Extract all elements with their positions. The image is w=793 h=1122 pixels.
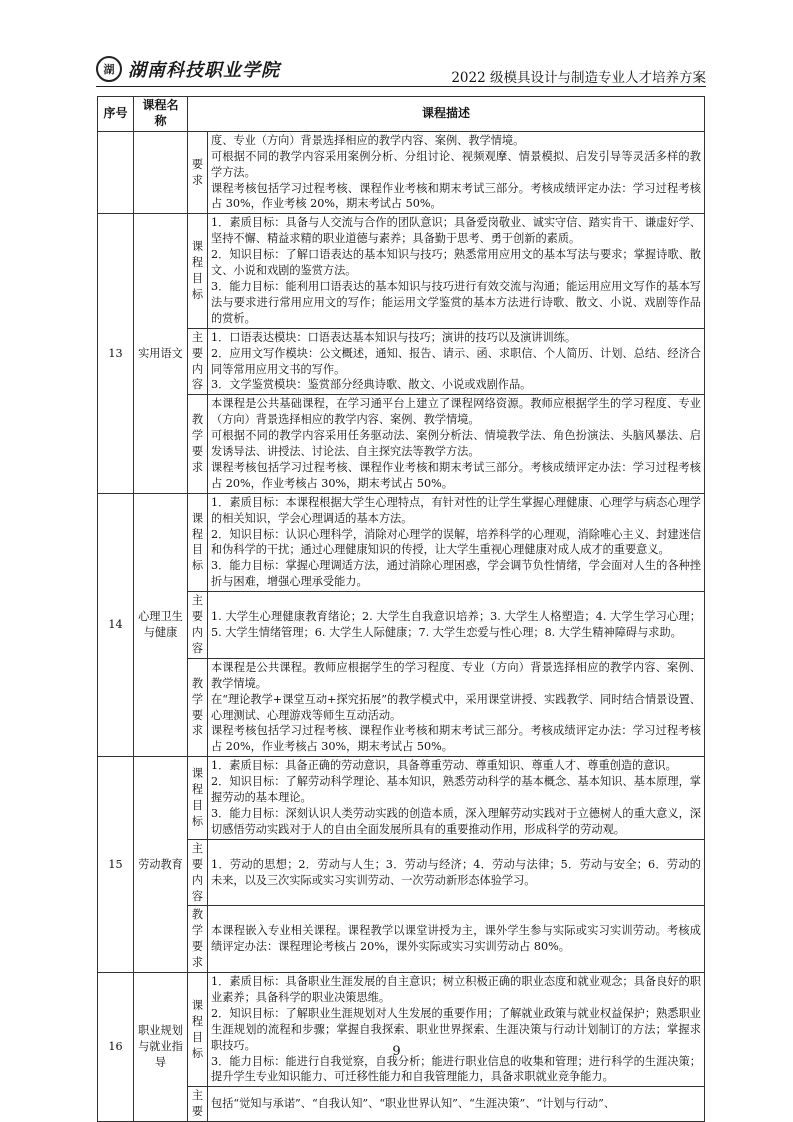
course-number: 13: [98, 214, 134, 493]
description-line: 1．素质目标：具备正确的劳动意识，具备尊重劳动、尊重知识、尊重人才、尊重创造的意识。: [211, 759, 677, 773]
school-name: 湖南科技职业学院: [128, 60, 280, 81]
school-emblem-icon: 湖: [96, 56, 122, 82]
table-body: [98, 131, 705, 1121]
section-type: 课程目标: [188, 214, 208, 328]
course-name: 职业规划与就业指导: [134, 973, 188, 1122]
course-number: 15: [98, 757, 134, 973]
school-logo: [96, 56, 280, 82]
page-number: 9: [392, 1044, 401, 1059]
description-line: 2．应用文写作模块：公文概述，通知、报告、请示、函、求职信、个人简历、计划、总结、经济合同等常用应用文书的写作。: [211, 346, 701, 376]
course-table: [97, 96, 705, 1122]
course-number: 14: [98, 493, 134, 757]
description-line: 2．知识目标：了解职业生涯规划对人生发展的重要作用；了解就业政策与就业权益保护；熟悉职业生涯规划的流程和步骤；掌握自我探索、职业世界探索、生涯决策与行动计划制订的方法；掌握求职技巧。: [211, 1006, 701, 1052]
section-description: [208, 395, 705, 493]
section-description: [208, 1087, 705, 1122]
section-description: [208, 906, 705, 973]
section-description: [208, 131, 705, 214]
description-line: 1．劳动的思想；2．劳动与人生；3．劳动与经济；4．劳动与法律；5．劳动与安全；6．劳动的未来，以及三次实际或实习实训劳动、一次劳动新形态体验学习。: [211, 857, 701, 887]
table-row: [98, 214, 705, 328]
section-type: 教学要求: [188, 906, 208, 973]
header-no: 序号: [98, 97, 134, 132]
description-line: 2．知识目标：了解劳动科学理论、基本知识，熟悉劳动科学的基本概念、基本知识、基本原理，掌握劳动的基本理论。: [211, 775, 701, 805]
header-divider: [96, 86, 706, 87]
table-row: [98, 493, 705, 591]
table-row: [98, 757, 705, 840]
section-type: 课程目标: [188, 973, 208, 1087]
description-line: 课程考核包括学习过程考核、课程作业考核和期末考试三部分。考核成绩评定办法：学习过程考核占 30%，作业考核 20%，期末考试占 50%。: [211, 181, 701, 211]
description-line: 可根据不同的教学内容采用案例分析、分组讨论、视频观摩、情景模拟、启发引导等灵活多样的教学方法。: [211, 149, 701, 179]
course-name: 劳动教育: [134, 757, 188, 973]
description-line: 1．素质目标：具备与人交流与合作的团队意识；具备爱岗敬业、诚实守信、踏实肯干、谦虚好学、坚持不懈、精益求精的职业道德与素养；具备勤于思考、勇于创新的素质。: [211, 216, 701, 246]
section-description: [208, 214, 705, 328]
section-type: 主要内容: [188, 839, 208, 906]
description-line: 1．素质目标：具备职业生涯发展的自主意识；树立积极正确的职业态度和就业观念；具备良好的职业素养；具备科学的职业决策思维。: [211, 975, 701, 1004]
description-line: 度、专业（方向）背景选择相应的教学内容、案例、教学情境。: [211, 133, 525, 147]
description-line: 1．素质目标：本课程根据大学生心理特点，有针对性的让学生掌握心理健康、心理学与病态心理学的相关知识，学会心理调适的基本方法。: [211, 495, 701, 525]
table-row: [98, 1087, 705, 1122]
table-row: [98, 906, 705, 973]
course-number: 16: [98, 973, 134, 1122]
description-line: 3．能力目标：能利用口语表达的基本知识与技巧进行有效交流与沟通；能运用应用文写作的基本写法与要求进行常用应用文的写作；能运用文学鉴赏的基本方法进行诗歌、散文、小说、戏剧等作品的赏析。: [211, 279, 701, 325]
description-line: 1. 大学生心理健康教育绪论；2. 大学生自我意识培养；3. 大学生人格塑造；4. 大学生学习心理；5. 大学生情绪管理；6. 大学生人际健康；7. 大学生恋爱与性心理；8. 大学生精神障碍与求助。: [211, 610, 701, 639]
document-title: 2022 级模具设计与制造专业人才培养方案: [451, 70, 706, 86]
table-row: [98, 658, 705, 756]
description-line: 3．能力目标：掌握心理调适方法，通过消除心理困惑，学会调节负性情绪，学会面对人生的各种挫折与困难，增强心理承受能力。: [211, 559, 701, 589]
course-number: [98, 131, 134, 214]
section-type: 主要: [188, 1087, 208, 1122]
table-row: [98, 395, 705, 493]
table-row: [98, 328, 705, 395]
page-header: [96, 56, 706, 88]
header-course-name: 课程名称: [134, 97, 188, 132]
description-line: 2．知识目标：认识心理科学，消除对心理学的误解，培养科学的心理观，消除唯心主义、封建迷信和伪科学的干扰；通过心理健康知识的传授，让大学生重视心理健康对成人成才的重要意义。: [211, 527, 701, 557]
section-type: 课程目标: [188, 757, 208, 840]
description-line: 3．文学鉴赏模块：鉴赏部分经典诗歌、散文、小说或戏剧作品。: [211, 378, 532, 392]
table-row: [98, 973, 705, 1087]
description-line: 本课程是公共课程。教师应根据学生的学习程度、专业（方向）背景选择相应的教学内容、案例、教学情境。: [211, 660, 701, 690]
description-line: 本课程嵌入专业相关课程。课程教学以课堂讲授为主，课外学生参与实际或实习实训劳动。考核成绩评定办法：课程理论考核占 20%，课外实际或实习实训劳动占 80%。: [211, 924, 701, 954]
description-line: 3．能力目标：能进行自我觉察，自我分析；能进行职业信息的收集和管理；进行科学的生涯决策；提升学生专业知识能力、可迁移性能力和自我管理能力，具备求职就业竞争能力。: [211, 1054, 701, 1084]
section-description: [208, 973, 705, 1087]
section-type: 教学要求: [188, 395, 208, 493]
description-line: 课程考核包括学习过程考核、课程作业考核和期末考试三部分。考核成绩评定办法：学习过程考核占 20%，作业考核占 30%，期末考试占 50%。: [211, 724, 701, 754]
course-name: 实用语文: [134, 214, 188, 493]
header-course-description: 课程描述: [188, 97, 705, 132]
section-type: 主要内容: [188, 328, 208, 395]
description-line: 可根据不同的教学内容采用任务驱动法、案例分析法、情境教学法、角色扮演法、头脑风暴法、启发诱导法、讲授法、讨论法、自主探究法等教学方法。: [211, 429, 701, 459]
section-description: [208, 757, 705, 840]
section-type: 教学要求: [188, 658, 208, 756]
section-type: 要求: [188, 131, 208, 214]
description-line: 包括“觉知与承诺”、“自我认知”、“职业世界认知”、“生涯决策”、“计划与行动”、: [211, 1097, 616, 1111]
course-name: 心理卫生与健康: [134, 493, 188, 757]
table-row: [98, 839, 705, 906]
table-header-row: [98, 97, 705, 132]
table-row: [98, 592, 705, 659]
description-line: 1．口语表达模块：口语表达基本知识与技巧；演讲的技巧以及演讲训练。: [211, 330, 577, 344]
section-description: [208, 328, 705, 395]
description-line: 3．能力目标：深刻认识人类劳动实践的创造本质，深入理解劳动实践对于立德树人的重大意义，深切感悟劳动实践对于人的自由全面发展所具有的重要推动作用，形成科学的劳动观。: [211, 806, 701, 836]
description-line: 课程考核包括学习过程考核、课程作业考核和期末考试三部分。考核成绩评定办法：学习过程考核占 20%，作业考核占 30%，期末考试占 50%。: [211, 460, 701, 490]
section-description: [208, 493, 705, 591]
description-line: 2．知识目标：了解口语表达的基本知识与技巧；熟悉常用应用文的基本写法与要求；掌握诗歌、散文、小说和戏剧的鉴赏方法。: [211, 248, 701, 278]
section-type: 主要内容: [188, 592, 208, 659]
section-description: [208, 592, 705, 659]
table-row: [98, 131, 705, 214]
section-description: [208, 839, 705, 906]
section-description: [208, 658, 705, 756]
description-line: 在“理论教学+课堂互动+探究拓展”的教学模式中，采用课堂讲授、实践教学、同时结合情景设置、心理测试、心理游戏等师生互动活动。: [211, 692, 701, 722]
course-name: [134, 131, 188, 214]
section-type: 课程目标: [188, 493, 208, 591]
description-line: 本课程是公共基础课程，在学习通平台上建立了课程网络资源。教师应根据学生的学习程度、专业（方向）背景选择相应的教学内容、案例、教学情境。: [211, 397, 701, 427]
